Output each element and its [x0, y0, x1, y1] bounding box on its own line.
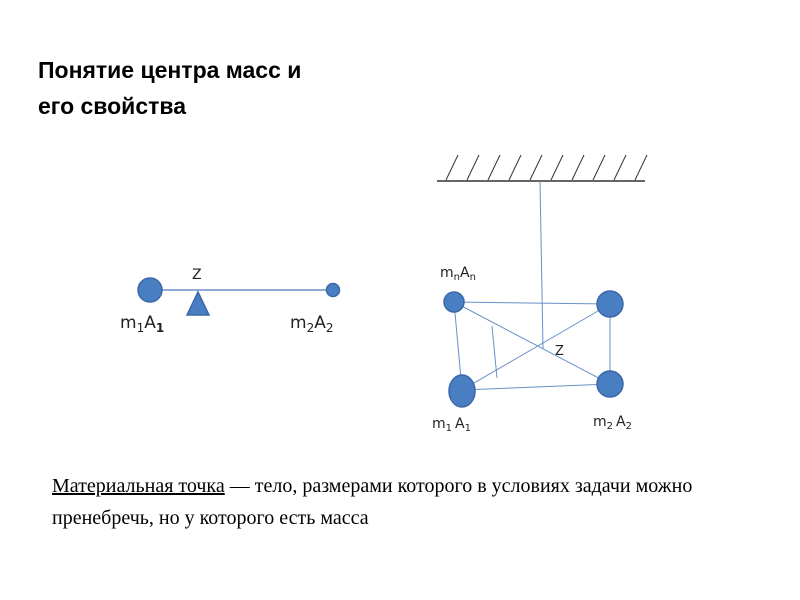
pivot-label: Z	[192, 267, 202, 283]
definition-body: — тело, размерами которого в условиях задачи можно пренебречь, но у которого есть масса	[52, 475, 693, 529]
lever-mass-2	[327, 284, 340, 297]
mass-n	[444, 292, 464, 312]
mass-n-label: $m_nA_n$	[440, 265, 476, 283]
lever-mass-1	[138, 278, 162, 302]
title-line-1: Понятие центра масс и	[38, 57, 302, 83]
mass-1-label: $m_1$ $A_1$	[432, 416, 471, 434]
title-line-2: его свойства	[38, 93, 187, 119]
definition-text	[52, 470, 772, 534]
pivot-triangle	[187, 292, 209, 315]
lever-label-right: $m_2A_2$	[290, 313, 334, 335]
ceiling-hatching	[446, 155, 647, 180]
mass-top-right	[597, 291, 623, 317]
suspension-thread	[540, 181, 543, 349]
lever-label-left: $m_1A_1$	[120, 313, 165, 335]
definition-term: Материальная точка	[52, 475, 225, 497]
suspended-system-diagram	[432, 155, 647, 434]
mass-2-label: $m_2$ $A_2$	[593, 414, 632, 432]
center-of-mass-label: Z	[555, 344, 564, 359]
mass-2	[597, 371, 623, 397]
mass-1	[449, 375, 475, 407]
lever-diagram	[120, 267, 340, 335]
system-links	[454, 302, 610, 390]
